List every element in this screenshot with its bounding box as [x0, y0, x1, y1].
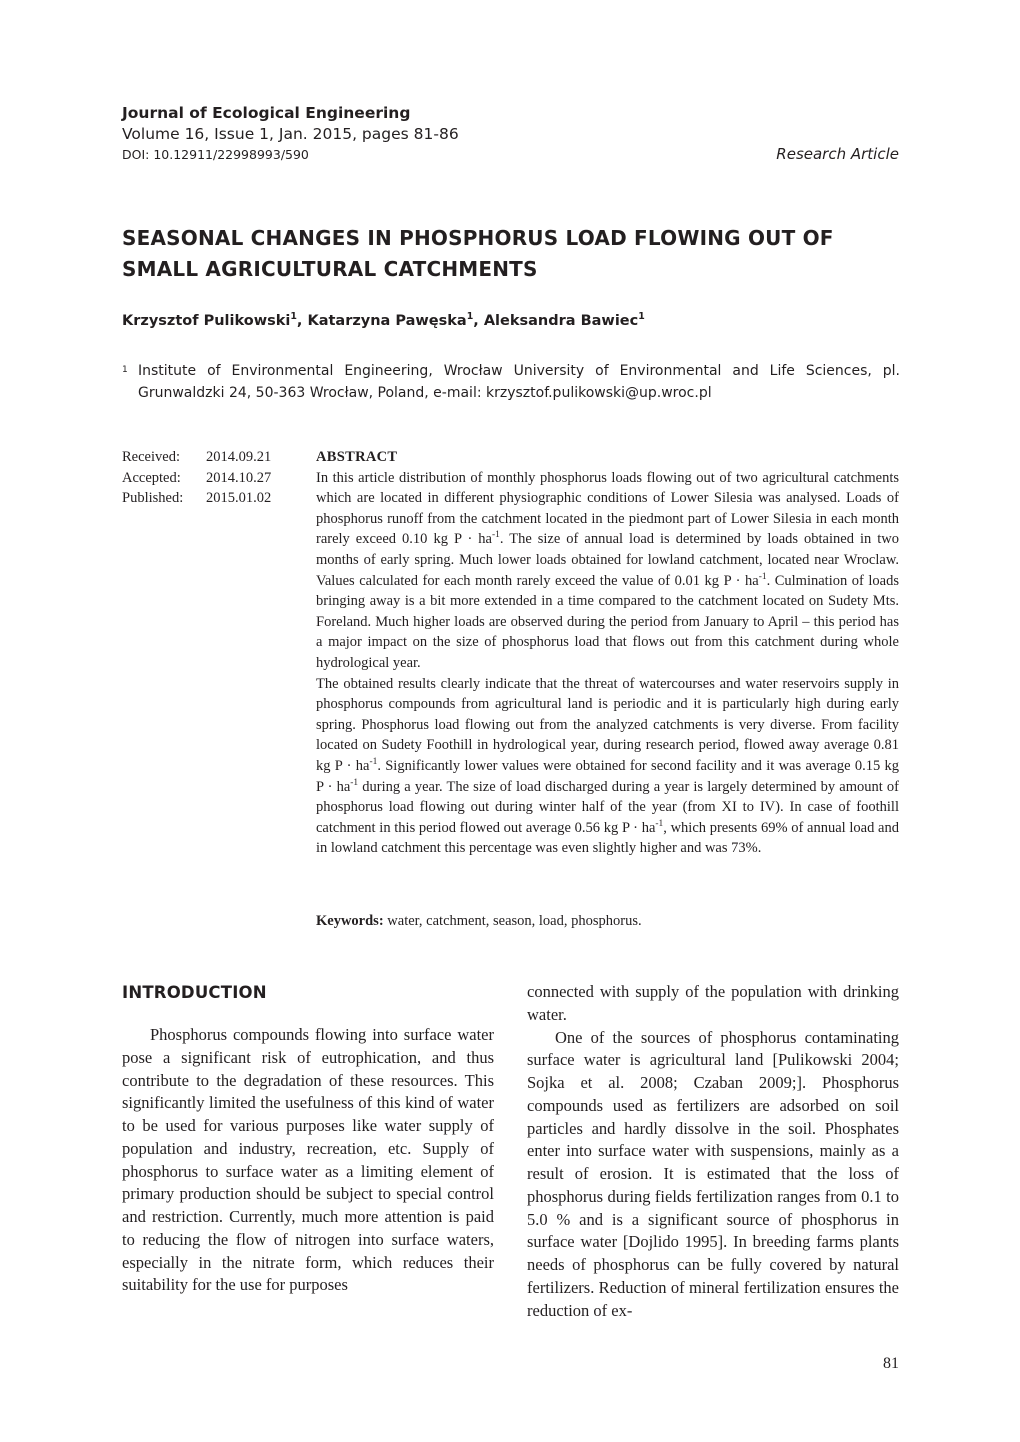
keywords-text: water, catchment, season, load, phosphorus.	[383, 913, 642, 929]
unit-exponent: -1	[655, 818, 664, 829]
article-type: Research Article	[776, 145, 899, 163]
journal-name: Journal of Ecological Engineering	[122, 104, 411, 122]
date-label: Accepted:	[122, 469, 181, 486]
author-name: Aleksandra Bawiec	[483, 313, 639, 329]
publication-dates	[122, 447, 271, 509]
author-affiliation-mark: 1	[290, 311, 297, 323]
body-paragraph: One of the sources of phosphorus contaminating surface water is agricultural land [Pulikowski 2004; Sojka et al. 2008; Czaban 2009;]. Phosphorus compounds used as fertilizers are adsorbed on soil particles and hardly dissolve in the soil. Phosphates enter into surface water with suspensions, mainly as a result of erosion. It is estimated that the loss of phosphorus during fields fertilization ranges from 0.1 to 5.0 % and is a significant source of phosphorus in surface water [Dojlido 1995]. In breeding farms plants needs of phosphorus can be fully covered by natural fertilizers. Reduction of mineral fertilization ensures the reduction of ex-	[527, 1027, 899, 1320]
author-separator: ,	[473, 313, 484, 329]
date-label: Published:	[122, 490, 184, 507]
date-row-accepted	[122, 468, 271, 489]
abstract-text: The obtained results clearly indicate that the threat of watercourses and water reservoirs supply in phosphorus compounds from agricultural land is periodic and it is particularly high during early spring. Phosphorus load flowing out from the analyzed catchments is very diverse. From facility located on Sudety Foothill in hydrological year, during research period, flowed away average 0.81 kg P · ha	[316, 675, 899, 774]
body-paragraph: connected with supply of the population with drinking water.	[527, 982, 899, 1024]
unit-exponent: -1	[350, 777, 359, 788]
date-row-published	[122, 488, 271, 509]
unit-exponent: -1	[492, 530, 500, 541]
body-column-left	[122, 1024, 494, 1297]
unit-exponent: -1	[369, 757, 378, 768]
body-paragraph: Phosphorus compounds flowing into surface water pose a significant risk of eutrophication, and thus contribute to the degradation of these resources. This significantly limited the usefulness of this kind of water to be used for various purposes like water supply of population and industry, recreation, etc. Supply of phosphorus to surface water as a limiting element of primary production should be subject to special control and restriction. Currently, much more attention is paid to reducing the flow of nitrogen into surface waters, especially in the nitrate form, which reduces their suitability for the use for purposes	[122, 1025, 494, 1295]
date-value: 2015.01.02	[206, 490, 272, 507]
abstract-text: . Significantly lower values were obtained for second facility and it was average 0.15 kg P · ha	[316, 757, 900, 795]
paper-title: SEASONAL CHANGES IN PHOSPHORUS LOAD FLOWING OUT OF SMALL AGRICULTURAL CATCHMENTS	[122, 226, 834, 281]
affiliation-text: Institute of Environmental Engineering, Wrocław University of Environmental and Life Sciences, pl. Grunwaldzki 24, 50-363 Wrocław, Poland, e-mail: krzysztof.pulikowski@up.wroc.pl	[138, 363, 900, 401]
unit-exponent: -1	[758, 571, 767, 582]
keywords-label: Keywords:	[316, 913, 384, 929]
abstract-text: In this article distribution of monthly phosphorus loads flowing out of two agricultural catchments which are located in different physiographic conditions of Lower Silesia was analysed. Loads of phosphorus runoff from the catchment located in the piedmont part of Lower Silesia in each month rarely exceed 0.10 kg P · ha	[316, 469, 899, 548]
abstract-text: , which presents 69% of annual load and in lowland catchment this percentage was even slightly higher and was 73%.	[316, 819, 899, 857]
body-column-right	[527, 981, 899, 1322]
abstract-paragraph	[316, 674, 899, 859]
keywords	[316, 913, 642, 930]
volume-issue: Volume 16, Issue 1, Jan. 2015, pages 81-86	[122, 125, 459, 143]
abstract-heading: ABSTRACT	[316, 449, 398, 465]
abstract	[316, 447, 899, 859]
abstract-paragraph	[316, 468, 899, 674]
date-label: Received:	[122, 449, 180, 465]
date-value: 2014.09.21	[206, 449, 272, 465]
affiliation-number: 1	[122, 365, 128, 375]
author-affiliation-mark: 1	[638, 311, 645, 323]
page-number: 81	[883, 1355, 899, 1372]
affiliation	[122, 360, 900, 404]
doi: DOI: 10.12911/22998993/590	[122, 147, 309, 162]
abstract-text: . Culmination of loads bringing away is a bit more extended in a time compared to the catchment located on Sudety Mts. Foreland. Much higher loads are observed during the period from January to April – this period has a major impact on the size of phosphorus load that flows out from this catchment during whole hydrological year.	[316, 572, 900, 671]
author-name: Krzysztof Pulikowski	[122, 313, 291, 329]
abstract-text: during a year. The size of load discharged during a year is largely determined by amount of phosphorus load flowing out during winter half of the year (from XI to IV). In case of foothill catchment in this period flowed out average 0.56 kg P · ha	[316, 778, 899, 836]
author-name: Katarzyna Pawęska	[307, 313, 467, 329]
date-row-received	[122, 447, 271, 468]
section-heading-introduction: INTRODUCTION	[122, 983, 267, 1002]
author-separator: ,	[296, 313, 308, 329]
date-value: 2014.10.27	[206, 469, 272, 486]
abstract-text: . The size of annual load is determined by loads obtained in two months of early spring. Much lower loads obtained for lowland catchment, located near Wroclaw. Values calculated for each month rarely exceed the value of 0.01 kg P · ha	[316, 531, 899, 589]
author-list	[122, 313, 645, 329]
author-affiliation-mark: 1	[466, 311, 474, 323]
